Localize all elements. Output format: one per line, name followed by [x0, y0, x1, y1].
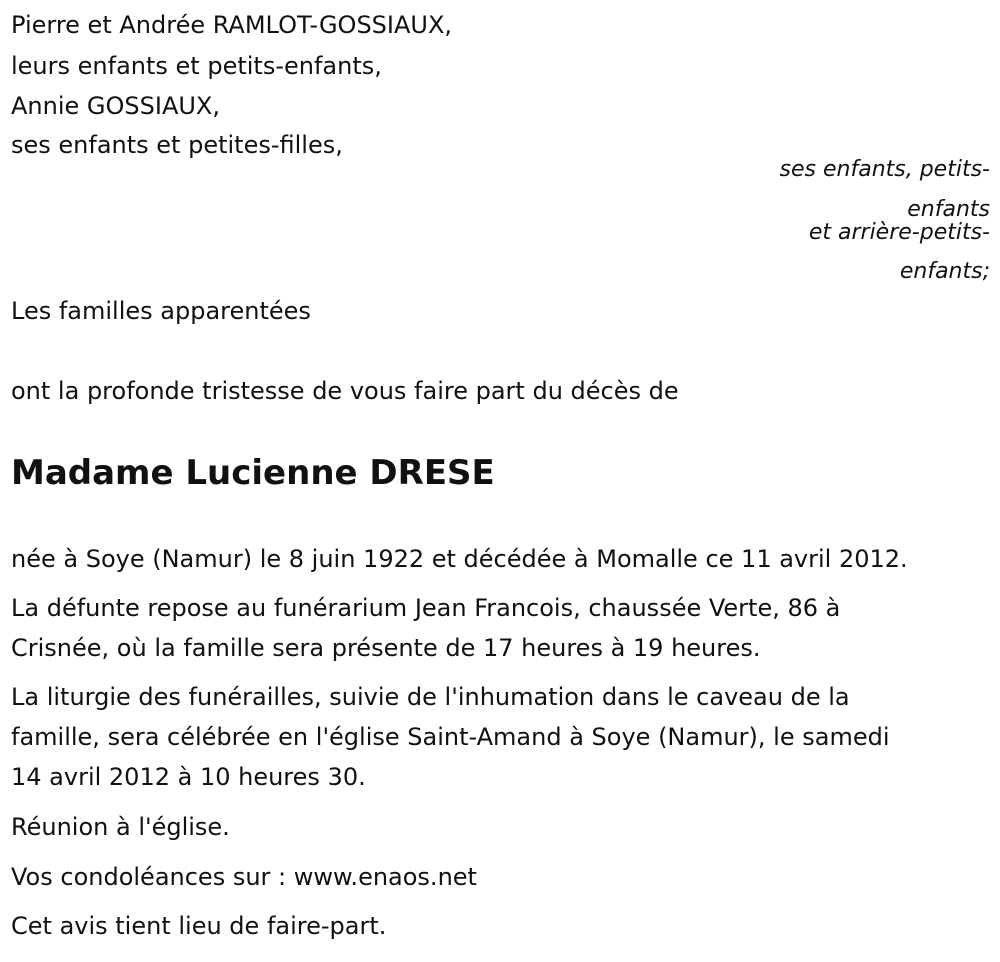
right-block-line: enfants; [899, 259, 990, 284]
birth-death-line: née à Soye (Namur) le 8 juin 1922 et décédée à Momalle ce 11 avril 2012. [11, 545, 908, 573]
right-block-line: et arrière-petits- [808, 220, 990, 245]
funerarium-line: Crisnée, où la famille sera présente de 17 heures à 19 heures. [11, 634, 761, 662]
condolences-line: Vos condoléances sur : www.enaos.net [11, 863, 477, 891]
header-line: ses enfants et petites-filles, [11, 131, 343, 159]
closing-line: Cet avis tient lieu de faire-part. [11, 912, 387, 940]
deceased-name: Madame Lucienne DRESE [11, 453, 495, 493]
header-line: Pierre et Andrée RAMLOT-GOSSIAUX, [11, 11, 453, 39]
funerarium-line: La défunte repose au funérarium Jean Francois, chaussée Verte, 86 à [11, 594, 841, 622]
announcement-line: ont la profonde tristesse de vous faire part du décès de [11, 377, 679, 405]
families-line: Les familles apparentées [11, 297, 311, 325]
liturgy-line: La liturgie des funérailles, suivie de l'inhumation dans le caveau de la [11, 683, 850, 711]
right-block-line: ses enfants, petits- [779, 157, 990, 182]
header-line: leurs enfants et petits-enfants, [11, 52, 382, 80]
right-block-line: enfants [907, 197, 990, 222]
header-line: Annie GOSSIAUX, [11, 92, 220, 120]
reunion-line: Réunion à l'église. [11, 813, 230, 841]
liturgy-line: famille, sera célébrée en l'église Saint-Amand à Soye (Namur), le samedi [11, 723, 890, 751]
liturgy-line: 14 avril 2012 à 10 heures 30. [11, 763, 366, 791]
